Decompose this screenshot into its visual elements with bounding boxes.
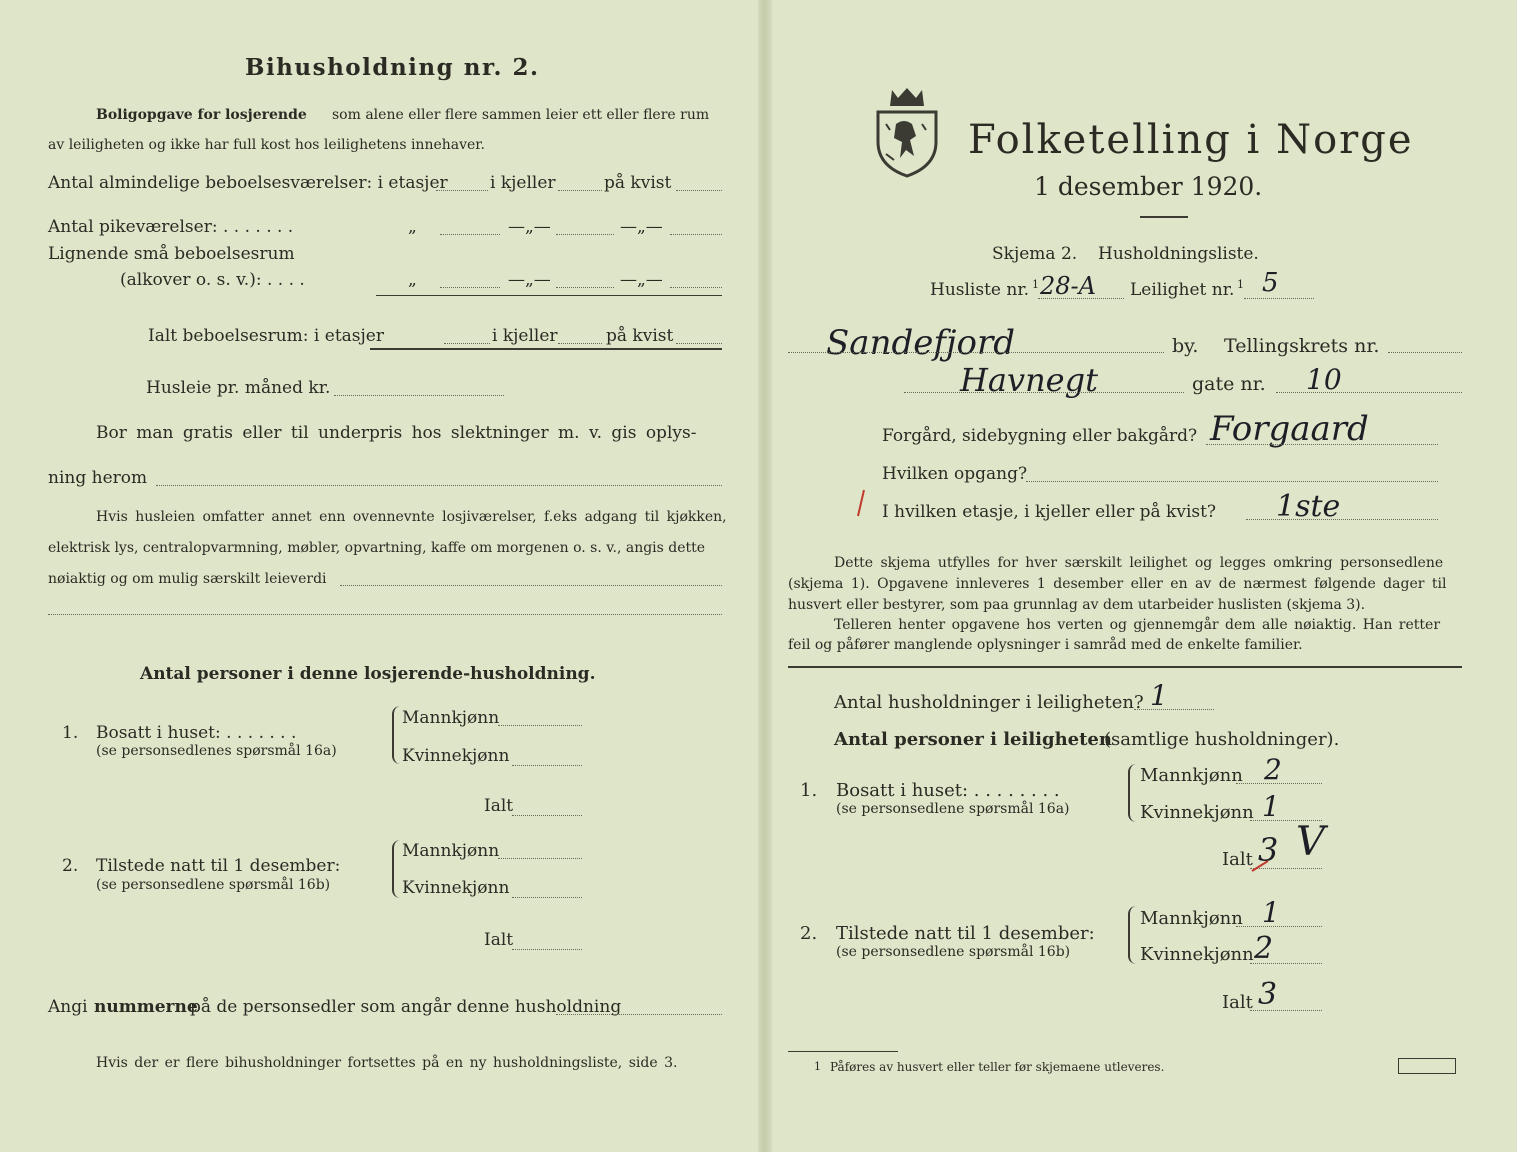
hvis-line3: nøiaktig og om mulig særskilt leieverdi (48, 571, 327, 587)
krets-line (1388, 352, 1462, 353)
rooms-label: Antal almindelige beboelsesværelser: i etasjer (48, 173, 448, 193)
street-line (904, 392, 1184, 393)
left-q1-label: Bosatt i huset: . . . . . . . (96, 723, 297, 743)
right-divider (788, 666, 1462, 668)
right-q2-kvinne-value: 2 (1254, 931, 1274, 966)
rooms-etasjer-line (436, 190, 488, 191)
lignende-kjeller-line (556, 287, 614, 288)
left-q2-brace (392, 840, 402, 898)
angi-bold: nummerne (94, 997, 198, 1017)
page-fold (758, 0, 772, 1152)
right-q1-ialt-value: 3 (1258, 831, 1279, 869)
pike-dash-2: —„— (620, 217, 663, 237)
left-q2-num: 2. (62, 856, 79, 876)
left-q2-ialt: Ialt (484, 930, 514, 950)
lignende-dash-2: —„— (620, 270, 663, 290)
bor-line2: ning herom (48, 468, 148, 488)
antal-hush-value: 1 (1150, 679, 1168, 712)
ialt-etasjer-line (444, 343, 490, 344)
ialt-kjeller: i kjeller (492, 326, 558, 346)
left-q2-label: Tilstede natt til 1 desember: (96, 856, 341, 876)
ialt-rooms-label: Ialt beboelsesrum: i etasjer (148, 326, 384, 346)
right-title: Folketelling i Norge (968, 117, 1414, 163)
right-persons-heading-rest: (samtlige husholdninger). (1104, 729, 1340, 750)
city-line (788, 352, 1164, 353)
etasje-label: I hvilken etasje, i kjeller eller på kvist? (882, 502, 1217, 522)
left-q2-kvinne-line (512, 897, 582, 898)
para1-line2: (skjema 1). Opgavene innleveres 1 desember eller en av de nærmest følgende dager til (788, 576, 1447, 592)
by-label: by. (1172, 335, 1199, 357)
date-underline (1140, 216, 1188, 218)
right-q2-mann: Mannkjønn (1140, 908, 1243, 929)
hvis-line2: elektrisk lys, centralopvarmning, møbler, opvartning, kaffe om morgenen o. s. v., angis dette (48, 540, 706, 556)
right-persons-heading-bold: Antal personer i leiligheten (834, 729, 1112, 750)
husliste-footnote-mark: 1 (1032, 278, 1039, 291)
rooms-kvist: på kvist (604, 173, 672, 193)
right-q2-brace (1128, 906, 1138, 964)
right-q2-sub: (se personsedlene spørsmål 16b) (836, 944, 1071, 960)
right-q1-brace (1128, 764, 1138, 822)
lignende-etasjer-line (440, 287, 500, 288)
right-q1-kvinne-value: 1 (1262, 790, 1280, 823)
right-q2-kvinne-line (1250, 963, 1322, 964)
footnote-rule (788, 1051, 898, 1052)
etasje-line (1246, 519, 1438, 520)
husliste-value: 28-A (1040, 272, 1096, 300)
opgang-label: Hvilken opgang? (882, 464, 1028, 484)
pike-dash-1: —„— (508, 217, 551, 237)
hvis-line (340, 585, 722, 586)
left-q1-brace (392, 706, 402, 764)
angi-pre: Angi (48, 997, 88, 1017)
right-q1-mann-line (1236, 783, 1322, 784)
etasje-value: 1ste (1276, 489, 1341, 524)
bor-line1: Bor man gratis eller til underpris hos slektninger m. v. gis oplys- (96, 423, 697, 443)
ialt-kvist: på kvist (606, 326, 674, 346)
right-date: 1 desember 1920. (1034, 172, 1263, 201)
left-q2-mann: Mannkjønn (402, 841, 500, 861)
husleie-label: Husleie pr. måned kr. (146, 378, 331, 398)
right-q1-mann-value: 2 (1264, 753, 1282, 786)
right-q1-label: Bosatt i huset: . . . . . . . . (836, 780, 1060, 801)
ialt-rooms-underline (370, 348, 722, 350)
right-q2-num: 2. (800, 923, 818, 944)
forgard-value: Forgaard (1210, 409, 1369, 449)
left-q2-sub: (se personsedlene spørsmål 16b) (96, 877, 331, 893)
antal-hush-label: Antal husholdninger i leiligheten? (834, 692, 1144, 713)
pike-etasjer-line (440, 234, 500, 235)
rooms-kjeller: i kjeller (490, 173, 556, 193)
lignende-kvist-line (670, 287, 722, 288)
right-q1-kvinne: Kvinnekjønn (1140, 802, 1254, 823)
street-value: Havnegt (960, 361, 1098, 399)
bor-line (156, 485, 722, 486)
schema-label: Skjema 2. (992, 244, 1078, 264)
right-q2-kvinne: Kvinnekjønn (1140, 944, 1254, 965)
antal-hush-line (1134, 709, 1214, 710)
schema-name: Husholdningsliste. (1098, 244, 1259, 264)
forgard-label: Forgård, sidebygning eller bakgård? (882, 426, 1198, 446)
lignende-line2: (alkover o. s. v.): . . . . (120, 270, 305, 290)
lignende-underline (376, 295, 722, 296)
red-check-mark-icon (854, 488, 870, 518)
gate-value: 10 (1306, 363, 1342, 396)
lignende-ditto: „ (408, 270, 417, 290)
hvis-line1: Hvis husleien omfatter annet enn ovennevnte losjiværelser, f.eks adgang til kjøkken, (96, 509, 727, 525)
pike-kvist-line (670, 234, 722, 235)
intro-bold: Boligopgave for losjerende (96, 107, 307, 123)
right-q2-ialt-line (1250, 1010, 1322, 1011)
left-q1-kvinne-line (512, 765, 582, 766)
angi-line (556, 1014, 722, 1015)
leilighet-footnote-mark: 1 (1237, 278, 1244, 291)
pike-label: Antal pikeværelser: . . . . . . . (48, 217, 294, 237)
left-q1-ialt-line (512, 815, 582, 816)
right-q1-ialt: Ialt (1222, 849, 1253, 870)
left-q1-ialt: Ialt (484, 796, 514, 816)
angi-rest: på de personsedler som angår denne husholdning (190, 997, 622, 1017)
tally-check-mark: V (1296, 819, 1325, 865)
pike-ditto: „ (408, 217, 417, 237)
left-title: Bihusholdning nr. 2. (245, 54, 540, 81)
leilighet-line (1244, 298, 1314, 299)
leilighet-value: 5 (1262, 268, 1279, 298)
right-q1-sub: (se personsedlene spørsmål 16a) (836, 801, 1070, 817)
right-q2-label: Tilstede natt til 1 desember: (836, 923, 1095, 944)
hvis-extra-line (48, 614, 722, 615)
forgard-line (1206, 444, 1438, 445)
footnote-mark: 1 (814, 1060, 821, 1073)
intro-rest: som alene eller flere sammen leier ett eller flere rum (332, 107, 710, 123)
right-q2-mann-value: 1 (1262, 896, 1280, 929)
para1-line1: Dette skjema utfylles for hver særskilt leilighet og legges omkring personsedlene (834, 555, 1444, 571)
left-q1-mann-line (498, 725, 582, 726)
right-q1-mann: Mannkjønn (1140, 765, 1243, 786)
ialt-kvist-line (676, 343, 722, 344)
right-q2-mann-line (1236, 926, 1322, 927)
footnote-text: Påføres av husvert eller teller før skjemaene utleveres. (830, 1060, 1165, 1074)
husleie-line (334, 395, 504, 396)
pike-kjeller-line (556, 234, 614, 235)
left-q1-mann: Mannkjønn (402, 708, 500, 728)
intro-line2: av leiligheten og ikke har full kost hos leilighetens innehaver. (48, 137, 485, 153)
husliste-label: Husliste nr. (930, 280, 1030, 300)
left-q1-sub: (se personsedlenes spørsmål 16a) (96, 743, 337, 759)
norwegian-lion-coat-of-arms-icon (872, 84, 942, 180)
left-q1-num: 1. (62, 723, 79, 743)
rooms-kvist-line (676, 190, 722, 191)
ialt-kjeller-line (558, 343, 602, 344)
left-q2-ialt-line (512, 949, 582, 950)
leilighet-label: Leilighet nr. (1130, 280, 1235, 300)
para1-line3: husvert eller bestyrer, som paa grunnlag av dem utarbeider huslisten (skjema 3). (788, 597, 1366, 613)
right-q2-ialt: Ialt (1222, 992, 1253, 1013)
right-q1-num: 1. (800, 780, 818, 801)
rooms-kjeller-line (558, 190, 602, 191)
city-value: Sandefjord (826, 323, 1015, 363)
left-q2-kvinne: Kvinnekjønn (402, 878, 510, 898)
para2-line2: feil og påfører manglende oplysninger i samråd med de enkelte familier. (788, 637, 1303, 653)
right-q2-ialt-value: 3 (1258, 977, 1278, 1012)
red-underline-mark-icon (1250, 858, 1270, 874)
left-persons-heading: Antal personer i denne losjerende-husholdning. (140, 664, 596, 684)
left-footer: Hvis der er flere bihusholdninger fortsettes på en ny husholdningsliste, side 3. (96, 1055, 678, 1071)
husliste-line (1038, 298, 1124, 299)
para2-line1: Telleren henter opgavene hos verten og gjennemgår dem alle nøiaktig. Han retter (834, 617, 1441, 633)
printer-stamp (1398, 1058, 1456, 1074)
left-q2-mann-line (498, 858, 582, 859)
krets-label: Tellingskrets nr. (1224, 335, 1380, 357)
gate-label: gate nr. (1192, 373, 1266, 395)
left-q1-kvinne: Kvinnekjønn (402, 746, 510, 766)
gate-line (1276, 392, 1462, 393)
lignende-line1: Lignende små beboelsesrum (48, 244, 295, 264)
opgang-line (1026, 481, 1438, 482)
lignende-dash-1: —„— (508, 270, 551, 290)
